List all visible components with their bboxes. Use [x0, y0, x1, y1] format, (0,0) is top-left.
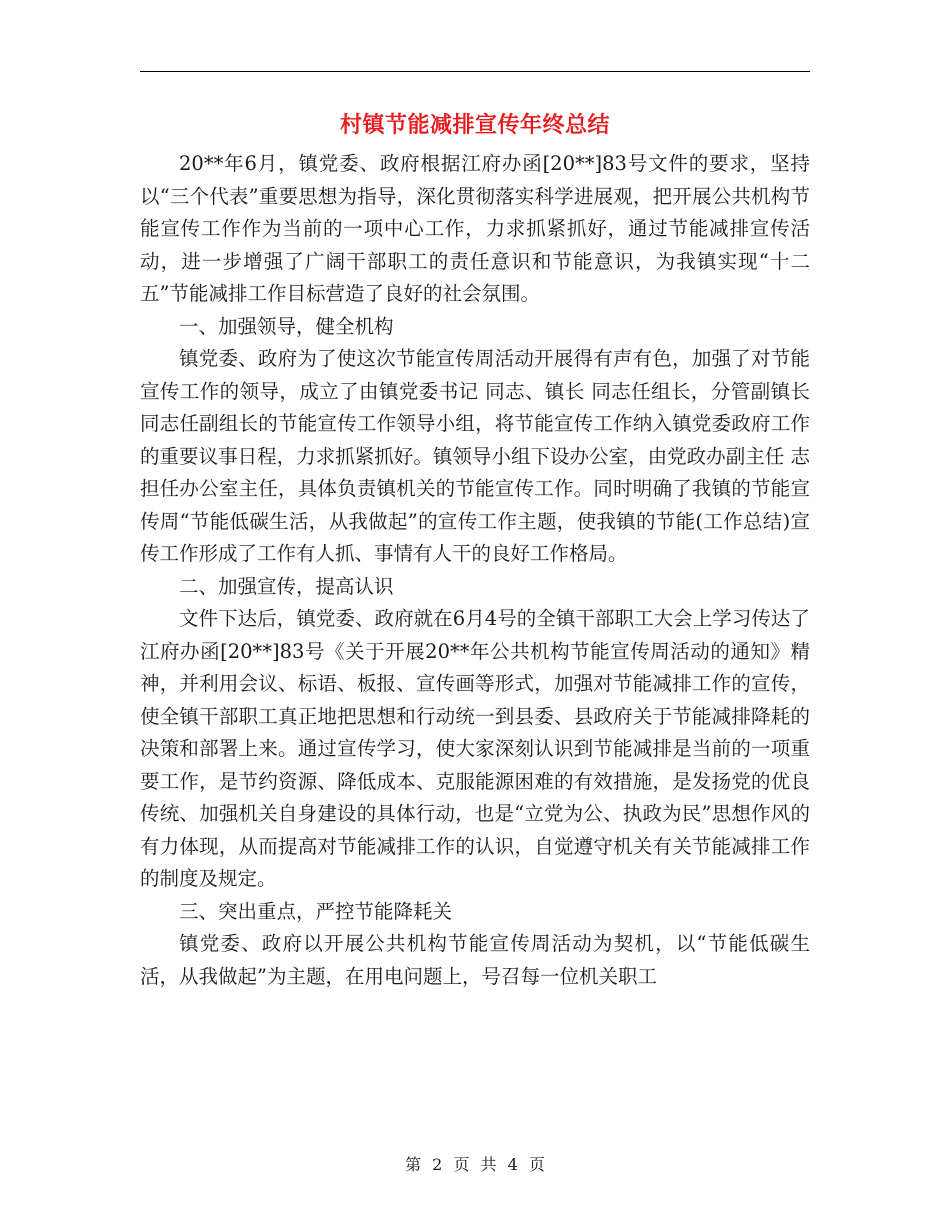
- document-body: [140, 148, 810, 993]
- header-rule: [140, 71, 810, 72]
- section-heading-2: 二、加强宣传，提高认识: [179, 574, 394, 598]
- section-2-paragraph: 文件下达后，镇党委、政府就在6月4号的全镇干部职工大会上学习传达了江府办函[20**]83号《关于开展20**年公共机构节能宣传周活动的通知》精神，并利用会议、标语、板报、宣传画等形式，加强对节能减排工作的宣传，使全镇干部职工真正地把思想和行动统一到县委、县政府关于节能减排降耗的决策和部署上来。通过宣传学习，使大家深刻认识到节能减排是当前的一项重要工作，是节约资源、降低成本、克服能源困难的有效措施，是发扬党的优良传统、加强机关自身建设的具体行动，也是“立党为公、执政为民”思想作风的有力体现，从而提高对节能减排工作的认识，自觉遵守机关有关节能减排工作的制度及规定。: [140, 607, 810, 890]
- document-title: 村镇节能减排宣传年终总结: [339, 112, 610, 138]
- section-1-paragraph: 镇党委、政府为了使这次节能宣传周活动开展得有声有色，加强了对节能宣传工作的领导，成立了由镇党委书记 同志、镇长 同志任组长，分管副镇长 同志任副组长的节能宣传工作领导小组，将节能宣传工作纳入镇党委政府工作的重要议事日程，力求抓紧抓好。镇领导小组下设办公室，由党政办副主任 志担任办公室主任，具体负责镇机关的节能宣传工作。同时明确了我镇的节能宣传周“节能低碳生活，从我做起”的宣传工作主题，使我镇的节能(工作总结)宣传工作形成了工作有人抓、事情有人干的良好工作格局。: [140, 347, 810, 565]
- section-3-paragraph: 镇党委、政府以开展公共机构节能宣传周活动为契机，以“节能低碳生活，从我做起”为主题，在用电问题上，号召每一位机关职工: [140, 932, 810, 988]
- intro-paragraph: 20**年6月，镇党委、政府根据江府办函[20**]83号文件的要求，坚持以“三个代表”重要思想为指导，深化贯彻落实科学进展观，把开展公共机构节能宣传工作作为当前的一项中心工作，力求抓紧抓好，通过节能减排宣传活动，进一步增强了广阔干部职工的责任意识和节能意识，为我镇实现“十二五”节能减排工作目标营造了良好的社会氛围。: [140, 152, 810, 305]
- page-number-footer: 第 2 页 共 4 页: [405, 1155, 545, 1174]
- section-heading-1: 一、加强领导，健全机构: [179, 314, 394, 338]
- section-heading-3: 三、突出重点，严控节能降耗关: [179, 899, 453, 923]
